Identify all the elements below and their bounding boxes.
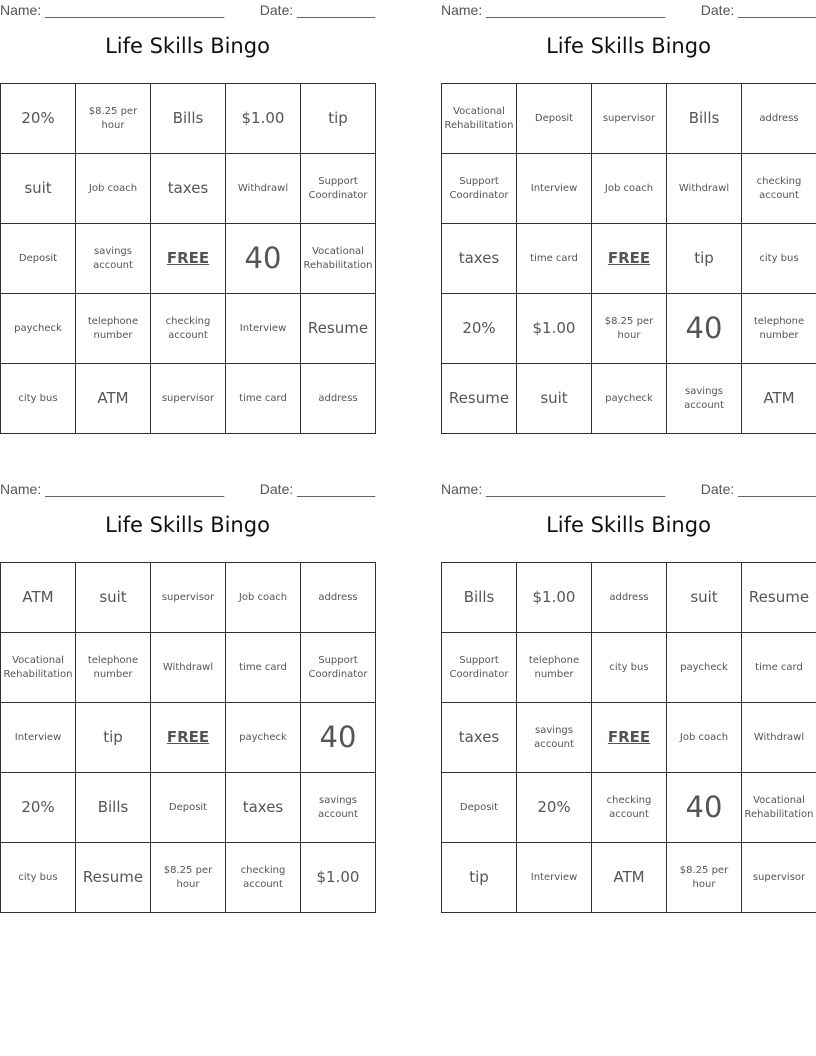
bingo-cell: $8.25 per hour — [76, 84, 151, 154]
bingo-cell: checking account — [226, 843, 301, 913]
bingo-cell: telephone number — [742, 294, 816, 364]
bingo-grid — [441, 562, 816, 913]
free-space-cell: FREE — [151, 703, 226, 773]
bingo-cell: address — [742, 84, 816, 154]
bingo-cell: $8.25 per hour — [592, 294, 667, 364]
header-row — [441, 479, 816, 499]
bingo-row — [442, 703, 816, 773]
bingo-cell: suit — [517, 364, 592, 434]
bingo-cell: ATM — [76, 364, 151, 434]
bingo-cell: city bus — [592, 633, 667, 703]
bingo-cell: checking account — [742, 154, 816, 224]
bingo-row — [442, 633, 816, 703]
name-field-label: Name: _______________________ — [0, 481, 225, 497]
free-space-cell: FREE — [592, 703, 667, 773]
bingo-cell: telephone number — [76, 294, 151, 364]
bingo-cell: 40 — [667, 773, 742, 843]
bingo-cell: $8.25 per hour — [151, 843, 226, 913]
bingo-cell: $1.00 — [517, 563, 592, 633]
bingo-cell: Withdrawl — [151, 633, 226, 703]
bingo-cell: taxes — [442, 224, 517, 294]
bingo-cell: paycheck — [667, 633, 742, 703]
bingo-cell: Deposit — [1, 224, 76, 294]
bingo-cell: Withdrawl — [742, 703, 816, 773]
bingo-cell: city bus — [742, 224, 816, 294]
bingo-cell: ATM — [1, 563, 76, 633]
bingo-row — [442, 773, 816, 843]
bingo-row — [1, 633, 376, 703]
card-title: Life Skills Bingo — [546, 513, 711, 537]
bingo-cell: 20% — [1, 773, 76, 843]
bingo-card-2 — [441, 0, 816, 411]
name-field-label: Name: _______________________ — [0, 2, 225, 18]
bingo-cell: taxes — [226, 773, 301, 843]
free-space-cell: FREE — [592, 224, 667, 294]
bingo-row — [442, 563, 816, 633]
bingo-card-1 — [0, 0, 375, 408]
bingo-cell: paycheck — [592, 364, 667, 434]
bingo-cell: Vocational Rehabilitation — [742, 773, 816, 843]
bingo-grid — [0, 83, 376, 434]
bingo-cell: Job coach — [76, 154, 151, 224]
bingo-cell: tip — [301, 84, 376, 154]
date-field-label: Date: __________ — [700, 481, 816, 497]
bingo-cell: Withdrawl — [226, 154, 301, 224]
bingo-row — [1, 84, 376, 154]
bingo-cell: Bills — [151, 84, 226, 154]
bingo-row — [1, 843, 376, 913]
bingo-row — [1, 224, 376, 294]
name-field-label: Name: _______________________ — [441, 2, 666, 18]
bingo-row — [1, 563, 376, 633]
bingo-cell: checking account — [592, 773, 667, 843]
card-title: Life Skills Bingo — [105, 34, 270, 58]
bingo-row — [442, 364, 816, 434]
bingo-cell: Job coach — [667, 703, 742, 773]
bingo-cell: Bills — [667, 84, 742, 154]
bingo-cell: telephone number — [76, 633, 151, 703]
bingo-cell: $1.00 — [301, 843, 376, 913]
bingo-cell: savings account — [76, 224, 151, 294]
bingo-cell: Deposit — [442, 773, 517, 843]
date-field-label: Date: __________ — [259, 481, 375, 497]
bingo-cell: checking account — [151, 294, 226, 364]
bingo-cell: Job coach — [226, 563, 301, 633]
bingo-cell: Support Coordinator — [301, 154, 376, 224]
bingo-cell: 20% — [517, 773, 592, 843]
bingo-cell: Vocational Rehabilitation — [442, 84, 517, 154]
bingo-cell: supervisor — [592, 84, 667, 154]
bingo-cell: Interview — [517, 154, 592, 224]
bingo-cell: time card — [226, 364, 301, 434]
bingo-cell: ATM — [592, 843, 667, 913]
bingo-cell: city bus — [1, 843, 76, 913]
bingo-row — [1, 773, 376, 843]
bingo-row — [442, 84, 816, 154]
bingo-cell: Withdrawl — [667, 154, 742, 224]
free-space-cell: FREE — [151, 224, 226, 294]
header-row — [441, 0, 816, 20]
bingo-row — [442, 154, 816, 224]
bingo-cell: city bus — [1, 364, 76, 434]
bingo-cell: Support Coordinator — [442, 154, 517, 224]
bingo-cell: $1.00 — [517, 294, 592, 364]
bingo-cell: Job coach — [592, 154, 667, 224]
bingo-cell: Deposit — [517, 84, 592, 154]
bingo-cell: suit — [667, 563, 742, 633]
bingo-cell: 40 — [226, 224, 301, 294]
bingo-cell: paycheck — [226, 703, 301, 773]
bingo-cell: 20% — [442, 294, 517, 364]
bingo-cell: Resume — [76, 843, 151, 913]
bingo-cell: Interview — [226, 294, 301, 364]
bingo-row — [1, 703, 376, 773]
bingo-cell: savings account — [301, 773, 376, 843]
bingo-cell: Support Coordinator — [442, 633, 517, 703]
bingo-cell: tip — [667, 224, 742, 294]
card-title: Life Skills Bingo — [546, 34, 711, 58]
header-row — [0, 479, 375, 499]
bingo-row — [1, 294, 376, 364]
bingo-cell: time card — [226, 633, 301, 703]
bingo-cell: $8.25 per hour — [667, 843, 742, 913]
bingo-row — [442, 843, 816, 913]
bingo-cell: address — [301, 563, 376, 633]
bingo-row — [442, 224, 816, 294]
bingo-cell: 20% — [1, 84, 76, 154]
bingo-row — [1, 154, 376, 224]
bingo-cell: time card — [517, 224, 592, 294]
card-title: Life Skills Bingo — [105, 513, 270, 537]
bingo-grid — [0, 562, 376, 913]
bingo-cell: address — [592, 563, 667, 633]
bingo-cell: tip — [442, 843, 517, 913]
bingo-cell: Vocational Rehabilitation — [1, 633, 76, 703]
name-field-label: Name: _______________________ — [441, 481, 666, 497]
bingo-cell: address — [301, 364, 376, 434]
bingo-cell: suit — [1, 154, 76, 224]
bingo-card-4 — [441, 479, 816, 890]
bingo-cell: Deposit — [151, 773, 226, 843]
date-field-label: Date: __________ — [700, 2, 816, 18]
bingo-cell: Vocational Rehabilitation — [301, 224, 376, 294]
bingo-cell: Bills — [76, 773, 151, 843]
bingo-cell: tip — [76, 703, 151, 773]
header-row — [0, 0, 375, 20]
bingo-cell: Bills — [442, 563, 517, 633]
bingo-cell: time card — [742, 633, 816, 703]
bingo-cell: supervisor — [151, 364, 226, 434]
bingo-cell: Support Coordinator — [301, 633, 376, 703]
bingo-cell: $1.00 — [226, 84, 301, 154]
bingo-cell: Resume — [301, 294, 376, 364]
bingo-cell: taxes — [442, 703, 517, 773]
bingo-cell: Interview — [1, 703, 76, 773]
date-field-label: Date: __________ — [259, 2, 375, 18]
bingo-cell: supervisor — [742, 843, 816, 913]
bingo-cell: Resume — [742, 563, 816, 633]
bingo-cell: savings account — [517, 703, 592, 773]
bingo-grid — [441, 83, 816, 434]
bingo-cell: 40 — [301, 703, 376, 773]
bingo-cell: Interview — [517, 843, 592, 913]
bingo-cell: telephone number — [517, 633, 592, 703]
bingo-card-3 — [0, 479, 375, 890]
bingo-cell: supervisor — [151, 563, 226, 633]
bingo-row — [442, 294, 816, 364]
bingo-cell: taxes — [151, 154, 226, 224]
bingo-cell: Resume — [442, 364, 517, 434]
bingo-cell: 40 — [667, 294, 742, 364]
bingo-row — [1, 364, 376, 434]
bingo-cell: suit — [76, 563, 151, 633]
bingo-cell: paycheck — [1, 294, 76, 364]
bingo-cell: ATM — [742, 364, 816, 434]
bingo-cell: savings account — [667, 364, 742, 434]
